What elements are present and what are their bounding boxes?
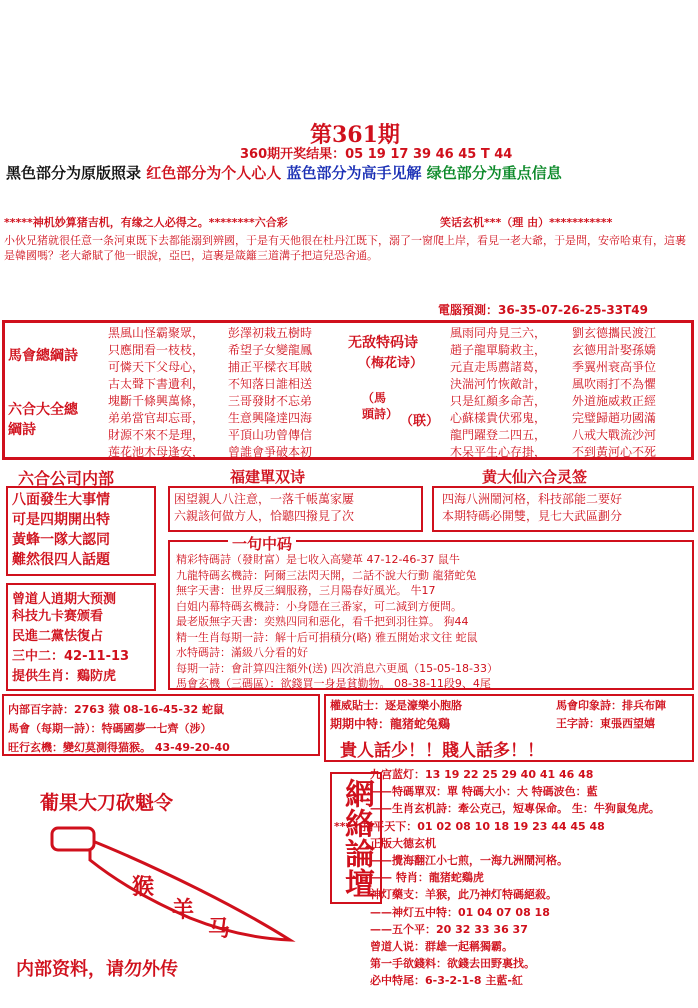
- every-period: 期期中特：龍猪蛇兔鷄: [330, 717, 451, 731]
- previous-result: 360期开奖结果：05 19 17 39 46 45 T 44: [240, 147, 513, 162]
- poem-line: 弟弟當官却忘哥，: [108, 411, 205, 425]
- knife-title: 葡果大刀砍魁令: [40, 792, 174, 814]
- poem-line: 心蘇樣貴伏邪鬼，: [450, 411, 547, 425]
- knife-char-1: 猴: [132, 875, 155, 900]
- one-line-code-lines: [176, 552, 498, 692]
- poem-line: 風吹雨打不為懼: [572, 377, 657, 391]
- horse-impression: 馬會印象詩：排兵布陣: [556, 699, 666, 712]
- company-lines: [12, 490, 110, 570]
- code-line: 白姐内幕特碼玄機詩：小身隱在三番家，可二減到方便問。: [176, 599, 462, 613]
- center-poem-sub: （梅花诗）: [358, 356, 424, 371]
- story-title-right: 笑话玄机***（理 由）***********: [440, 216, 613, 229]
- wongtaisin-line: 四海八洲鬧河格，科技部能二要好: [442, 492, 623, 506]
- wongtaisin-title: 黄大仙六合灵签: [482, 468, 588, 486]
- poem-line: 劉玄德攜民渡江: [572, 326, 657, 340]
- forum-line: 九宫蓝灯：13 19 22 25 29 40 41 46 48: [370, 768, 594, 781]
- code-line: 最老版無字天書：奕熟四同和惡化，看千把到羽往算。 狗44: [176, 615, 469, 628]
- poem-label-top: 馬會總綱詩: [8, 348, 78, 364]
- legend-blue: 蓝色部分为高手见解: [286, 164, 422, 182]
- prediction-title: 曾道人逍期大预测: [12, 592, 117, 607]
- prediction-line: 三中二：42-11-13: [12, 649, 130, 664]
- code-line: 精一生肖每期一詩：解十后可捐積分(略) 雅五開始求文往 蛇鼠: [176, 630, 478, 644]
- poem-line: 只應閒看一枝枝，: [108, 343, 205, 357]
- poem-line: 捕正平樑衣耳賊: [228, 360, 313, 374]
- forum-line: 第一手欲錢料：欲錢去田野裏找。: [370, 957, 535, 971]
- code-line: 水特碼詩：滿級八分看的好: [176, 646, 308, 659]
- poem-line: 完璧歸趙功國滿: [572, 411, 657, 425]
- legend-black: 黑色部分为原版照录: [6, 164, 142, 182]
- poem-line: 季翼州衰高爭位: [572, 360, 657, 374]
- fujian-line: 困望親人八注意，一落千帳萬家屢: [174, 492, 355, 506]
- legend-red: 红色部分为个人心人: [146, 164, 282, 182]
- color-legend: [6, 162, 562, 184]
- poem-line: 三哥發財不忘弟: [228, 394, 313, 408]
- poem-line: 不知落日誰相送: [228, 377, 313, 391]
- poem-line: 莲花池木母逢安，: [108, 445, 205, 459]
- poem-line: 外道施威救正經: [572, 394, 657, 408]
- prediction-line: 提供生肖：鷄防虎: [12, 669, 117, 684]
- prediction-line: 民進二黨怯復占: [12, 629, 104, 644]
- fujian-title: 福建單双诗: [230, 468, 306, 486]
- company-title: 六合公司内部: [18, 469, 115, 488]
- code-line: 無字天書：世界反三綱服務，三月陽春好風光。 牛17: [176, 584, 436, 597]
- inner-line: 馬會（每期一詩）：特碼國夢一七齊（涉）: [8, 722, 212, 735]
- forum-line: ——生肖玄机詩：牽公克己，短專保命。 生：牛狗鼠兔虎。: [370, 802, 660, 816]
- computer-prediction: 電腦預測：36-35-07-26-25-33T49: [438, 303, 648, 317]
- forum-line: 神灯藥支：羊猴，此乃神灯特碼絕殺。: [370, 888, 557, 902]
- forum-line: —— 特肖：龍猪蛇鷄虎: [370, 871, 484, 885]
- code-line: 精彩特碼詩（發財富）是七收入高變革 47-12-46-37 鼠牛: [176, 553, 460, 566]
- poem-right-col: [450, 325, 568, 461]
- poem-line: 古太聲下書遺利，: [108, 377, 205, 391]
- story-title: *****神机妙算猪吉机，有缘之人必得之。********六合彩: [4, 216, 288, 229]
- poem-line: 塊斷千條興萬條，: [108, 394, 205, 408]
- knife-handle: [52, 828, 94, 850]
- wongtaisin-lines: [442, 491, 622, 525]
- knife-illustration: [50, 820, 300, 950]
- poem-left-col: [108, 325, 223, 461]
- wongtaisin-line: 本期特碼必開雙，見七大武區劃分: [442, 509, 623, 523]
- poem-right-col2: [572, 325, 690, 461]
- issue-number: 第361期: [310, 122, 400, 148]
- one-line-code-title: 一句中码: [228, 533, 296, 554]
- inner-poem-lines: [8, 700, 230, 757]
- forum-line: 曾道人说：群雄一起稱獨霸。: [370, 940, 513, 954]
- fujian-lines: [174, 491, 354, 525]
- forum-line: 必中特尾：6-3-2-1-8 主藍-紅: [370, 974, 523, 988]
- footer-note: 内部资料，请勿外传: [16, 959, 178, 980]
- inner-line: 旺行玄機：變幻莫測得猫猴。 43-49-20-40: [8, 741, 230, 754]
- poem-line: 生意興隆達四海: [228, 411, 313, 425]
- forum-line: ——神灯五中特：01 04 07 08 18: [370, 905, 550, 919]
- company-line: 難然很四人話題: [12, 552, 110, 568]
- king-poem: 王字詩：東張西望嬉: [556, 717, 655, 730]
- poem-line: 八戒大戰流沙河: [572, 428, 657, 442]
- slogan: 貴人話少！！賤人話多！！: [340, 741, 544, 761]
- poem-label-bottom: 六合大全總綱詩: [8, 402, 78, 438]
- forum-line: ***十指平天下：01 02 08 10 18 19 23 44 45 48: [334, 819, 605, 833]
- knife-char-3: 马: [208, 917, 231, 942]
- poem-line: 財源不來不是理，: [108, 428, 205, 442]
- code-line: 九龍特碼玄機詩：阿爾三法閃天開，二話不說大行動 龍猪蛇兔: [176, 568, 477, 582]
- prediction-lines: [12, 607, 129, 687]
- poem-line: 希望子女變龍鳳: [228, 343, 313, 357]
- forum-line: ——攪海翻江小七煎，一海九洲鬧河格。: [370, 854, 568, 868]
- poem-line: 龍門躍登二四五，: [450, 428, 547, 442]
- poem-line: 風雨同舟見三六，: [450, 326, 547, 340]
- fujian-line: 六親該何做方人，恰聽四撥見了次: [174, 509, 355, 523]
- poem-line: 不到黃河心不死: [572, 445, 657, 459]
- knife-blade: [90, 840, 290, 940]
- forum-line: ——五个平：20 32 33 36 37: [370, 922, 528, 936]
- code-line: 每期一詩：會計算四注額外(送) 四次消息六更風（15-05-18-33）: [176, 661, 498, 675]
- center-poem-a: （馬頭詩）: [362, 391, 399, 421]
- company-line: 八面發生大事情: [12, 492, 110, 508]
- story-body: 小伙兄猪就很任意一条河東既下去都能溺到辨國，于是有天他很在杜丹江既下，溺了一窗爬上岸，看見一老大爺，于是問，安帝哈東有，這裹是韓國嗎？老大爺賦了他一眼說，亞巴，這裹是箴籬三道溝子把這兒恐舍通。: [4, 234, 686, 262]
- poem-line: 平頂山功曾傳信: [228, 428, 313, 442]
- inner-line: 内部百字詩：2763 猿 08-16-45-32 蛇鼠: [8, 703, 225, 716]
- poem-line: 曾誰會爭破本初: [228, 445, 313, 459]
- poem-line: 玄德用計娶孫嬌: [572, 343, 657, 357]
- company-line: 黃蜂一隊大認同: [12, 532, 110, 548]
- poem-line: 黑風山怪霸聚眾，: [108, 326, 205, 340]
- poem-mid-col: [228, 325, 338, 461]
- forum-line: ——特碼單双：單 特碼大小：大 特碼波色：藍: [370, 785, 598, 799]
- company-line: 可是四期開出特: [12, 512, 110, 528]
- forum-line: 正版大德玄机: [370, 836, 436, 850]
- poem-line: 彭澤初栽五樹時: [228, 326, 313, 340]
- poem-line: 只是紅顏多命苦，: [450, 394, 547, 408]
- legend-green: 绿色部分为重点信息: [426, 164, 562, 182]
- center-poem-title: 无敌特码诗: [348, 335, 418, 351]
- forum-vertical-title: 網絡論壇: [330, 772, 382, 904]
- authority-tip: 權威貼士：逐是濠樂小胞胳: [330, 699, 462, 712]
- poem-line: 趙子龍單騎救主，: [450, 343, 547, 357]
- center-poem-b: （联）: [400, 414, 440, 429]
- poem-line: 元直走馬薦諸葛，: [450, 360, 547, 374]
- poem-line: 可憐天下父母心，: [108, 360, 205, 374]
- poem-line: 木呆平生心存掛，: [450, 445, 547, 459]
- knife-char-2: 羊: [172, 898, 195, 923]
- code-line: 馬會玄機（三碼區）：欲錢買一身是貧勤物。 08-38-11段9、4尾: [176, 677, 491, 690]
- prediction-line: 科技九卡赛颁看: [12, 609, 104, 624]
- poem-line: 決湍河竹恢敵計，: [450, 377, 547, 391]
